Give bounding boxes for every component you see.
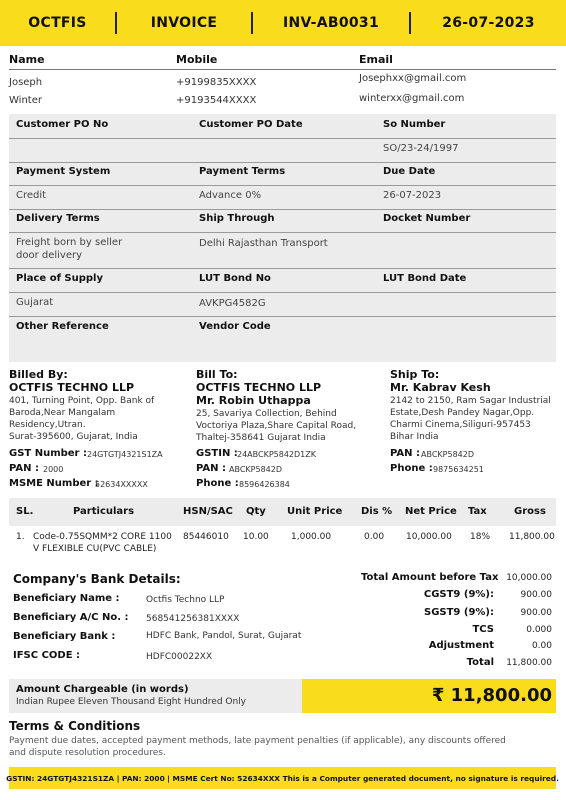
- beneficiary-account-label: Beneficiary A/C No. :: [13, 612, 129, 623]
- row-divider: [9, 209, 556, 210]
- bill-to-address: 25, Savariya Collection, Behind: [196, 409, 337, 419]
- beneficiary-bank-label: Beneficiary Bank :: [13, 631, 116, 642]
- contact-mobile: +9199835XXXX: [176, 77, 257, 88]
- name-label: Name: [9, 53, 45, 66]
- column-header-qty: Qty: [246, 506, 266, 517]
- billed-by-pan: 2000: [43, 465, 64, 474]
- lut-bond-no: AVKPG4582G: [199, 298, 266, 309]
- cell-particulars: V FLEXIBLE CU(PVC CABLE): [33, 544, 157, 554]
- billed-by-msme: 52634XXXXX: [95, 480, 148, 489]
- column-header-hsn: HSN/SAC: [183, 506, 233, 517]
- total-amount: 11,800.00: [506, 658, 552, 668]
- footer-text: GSTIN: 24GTGTJ4321S1ZA | PAN: 2000 | MSME Cert No: 52634XXX This is a Computer generated document, no signature is required.: [6, 773, 559, 783]
- bill-to-gstin: 24ABCKP5842D1ZK: [237, 450, 316, 459]
- contact-email: winterxx@gmail.com: [359, 93, 465, 104]
- beneficiary-account: 568541256381XXXX: [146, 614, 240, 624]
- terms-text: Payment due dates, accepted payment methods, late payment penalties (if applicable), any discounts offered: [9, 736, 506, 746]
- row-divider: [9, 232, 556, 233]
- row-divider: [9, 268, 556, 269]
- ship-to-title: Ship To:: [390, 368, 440, 381]
- billed-by-company: OCTFIS TECHNO LLP: [9, 381, 135, 394]
- cgst-amount: 900.00: [520, 590, 552, 600]
- ship-to-address: Estate,Desh Pandey Nagar,Opp.: [390, 408, 535, 418]
- invoice-date: 26-07-2023: [442, 15, 535, 31]
- due-date: 26-07-2023: [383, 190, 442, 201]
- total-label: Total: [466, 657, 494, 668]
- delivery-terms: Freight born by seller: [16, 237, 123, 248]
- beneficiary-name-label: Beneficiary Name :: [13, 593, 120, 604]
- so-number-label: So Number: [383, 119, 446, 130]
- cell-unit-price: 1,000.00: [291, 532, 332, 542]
- column-header-net-price: Net Price: [405, 506, 457, 517]
- ifsc-code: HDFC00022XX: [146, 652, 213, 662]
- payment-system-label: Payment System: [16, 166, 111, 177]
- beneficiary-name: Octfis Techno LLP: [146, 595, 225, 605]
- adjustment-label: Adjustment: [428, 640, 494, 651]
- cell-net-price: 10,000.00: [406, 532, 452, 542]
- email-label: Email: [359, 53, 393, 66]
- delivery-terms: door delivery: [16, 250, 83, 261]
- amount-in-words-label: Amount Chargeable (in words): [16, 684, 189, 695]
- column-header-particulars: Particulars: [73, 506, 135, 517]
- delivery-terms-label: Delivery Terms: [16, 213, 100, 224]
- ship-to-address: Charmi Cinema,Siliguri-957453: [390, 420, 531, 430]
- vendor-code-label: Vendor Code: [199, 321, 271, 332]
- payment-terms-label: Payment Terms: [199, 166, 286, 177]
- lut-bond-no-label: LUT Bond No: [199, 273, 271, 284]
- billed-by-title: Billed By:: [9, 368, 68, 381]
- bill-to-gstin-label: GSTIN :: [196, 448, 238, 459]
- brand-name: OCTFIS: [28, 15, 87, 31]
- column-header-gross: Gross: [514, 506, 546, 517]
- bill-to-pan-label: PAN :: [196, 463, 226, 474]
- invoice-number: INV-AB0031: [282, 15, 380, 31]
- amount-in-words: Indian Rupee Eleven Thousand Eight Hundred Only: [16, 697, 247, 707]
- invoice-header: [0, 0, 566, 46]
- sgst-label: SGST9 (9%):: [424, 607, 494, 618]
- sgst-amount: 900.00: [520, 608, 552, 618]
- cgst-label: CGST9 (9%):: [423, 589, 494, 600]
- document-type: INVOICE: [150, 15, 218, 31]
- row-divider: [9, 162, 556, 163]
- billed-by-gst: 24GTGTJ4321S1ZA: [87, 450, 163, 459]
- contact-mobile: +9193544XXXX: [176, 95, 257, 106]
- adjustment-amount: 0.00: [531, 641, 552, 651]
- cell-sl: 1.: [16, 532, 25, 542]
- row-divider: [9, 185, 556, 186]
- cell-particulars: Code-0.75SQMM*2 CORE 1100: [33, 532, 172, 542]
- billed-by-address: Surat-395600, Gujarat, India: [9, 432, 138, 442]
- beneficiary-bank: HDFC Bank, Pandol, Surat, Gujarat: [146, 631, 302, 641]
- bill-to-address: Thaltej-358641 Gujarat India: [196, 433, 326, 443]
- cell-hsn: 85446010: [183, 532, 229, 542]
- row-divider: [9, 138, 556, 139]
- so-number: SO/23-24/1997: [383, 143, 459, 154]
- ship-through-label: Ship Through: [199, 213, 275, 224]
- bill-to-address: Voctoriya Plaza,Share Capital Road,: [196, 421, 357, 431]
- tcs-label: TCS: [472, 624, 494, 635]
- bill-to-phone-label: Phone :: [196, 478, 239, 489]
- column-header-discount: Dis %: [361, 506, 393, 517]
- bill-to-title: Bill To:: [196, 368, 238, 381]
- billed-by-pan-label: PAN :: [9, 463, 39, 474]
- ifsc-code-label: IFSC CODE :: [13, 650, 81, 661]
- payment-system: Credit: [16, 190, 47, 201]
- cell-qty: 10.00: [243, 532, 269, 542]
- terms-text: and dispute resolution procedures.: [9, 748, 166, 758]
- contact-name: Winter: [9, 95, 42, 106]
- ship-to-phone: 9875634251: [433, 465, 484, 474]
- column-header-unit-price: Unit Price: [287, 506, 343, 517]
- bill-to-phone: 8596426384: [239, 480, 290, 489]
- ship-to-pan: ABCKP5842D: [421, 450, 474, 459]
- bill-to-pan: ABCKP5842D: [229, 465, 282, 474]
- contact-email: Josephxx@gmail.com: [359, 73, 467, 84]
- place-of-supply-label: Place of Supply: [16, 273, 103, 284]
- total-before-tax-label: Total Amount before Tax: [361, 572, 499, 583]
- other-reference-label: Other Reference: [16, 321, 109, 332]
- ship-to-person: Mr. Kabrav Kesh: [390, 381, 491, 394]
- amount-figure: ₹ 11,800.00: [431, 685, 552, 706]
- total-before-tax: 10,000.00: [506, 573, 552, 583]
- lut-bond-date-label: LUT Bond Date: [383, 273, 467, 284]
- tcs-amount: 0.000: [526, 625, 552, 635]
- ship-through: Delhi Rajasthan Transport: [199, 238, 328, 249]
- row-divider: [9, 316, 556, 317]
- place-of-supply: Gujarat: [16, 297, 54, 308]
- cell-tax: 18%: [470, 532, 491, 542]
- contacts-divider: [9, 69, 556, 70]
- billed-by-msme-label: MSME Number :: [9, 478, 99, 489]
- column-header-sl: SL.: [16, 506, 34, 517]
- billed-by-gst-label: GST Number :: [9, 448, 87, 459]
- ship-to-pan-label: PAN :: [390, 448, 420, 459]
- ship-to-address: Bihar India: [390, 432, 439, 442]
- docket-number-label: Docket Number: [383, 213, 471, 224]
- footer-bar: [6, 767, 559, 789]
- payment-terms: Advance 0%: [199, 190, 262, 201]
- due-date-label: Due Date: [383, 166, 436, 177]
- bill-to-person: Mr. Robin Uthappa: [196, 394, 311, 407]
- cell-gross: 11,800.00: [509, 532, 555, 542]
- bill-to-company: OCTFIS TECHNO LLP: [196, 381, 322, 394]
- contact-name: Joseph: [9, 77, 43, 88]
- billed-by-address: Residency,Utran.: [9, 420, 86, 430]
- cell-discount: 0.00: [364, 532, 385, 542]
- billed-by-address: Baroda,Near Mangalam: [9, 408, 116, 418]
- mobile-label: Mobile: [176, 53, 218, 66]
- customer-po-no-label: Customer PO No: [16, 119, 109, 130]
- terms-title: Terms & Conditions: [9, 719, 141, 733]
- billed-by-address: 401, Turning Point, Opp. Bank of: [9, 396, 155, 406]
- column-header-tax: Tax: [468, 506, 487, 517]
- row-divider: [9, 292, 556, 293]
- customer-po-date-label: Customer PO Date: [199, 119, 303, 130]
- ship-to-phone-label: Phone :: [390, 463, 433, 474]
- ship-to-address: 2142 to 2150, Ram Sagar Industrial: [390, 396, 551, 406]
- bank-details-title: Company's Bank Details:: [13, 572, 181, 586]
